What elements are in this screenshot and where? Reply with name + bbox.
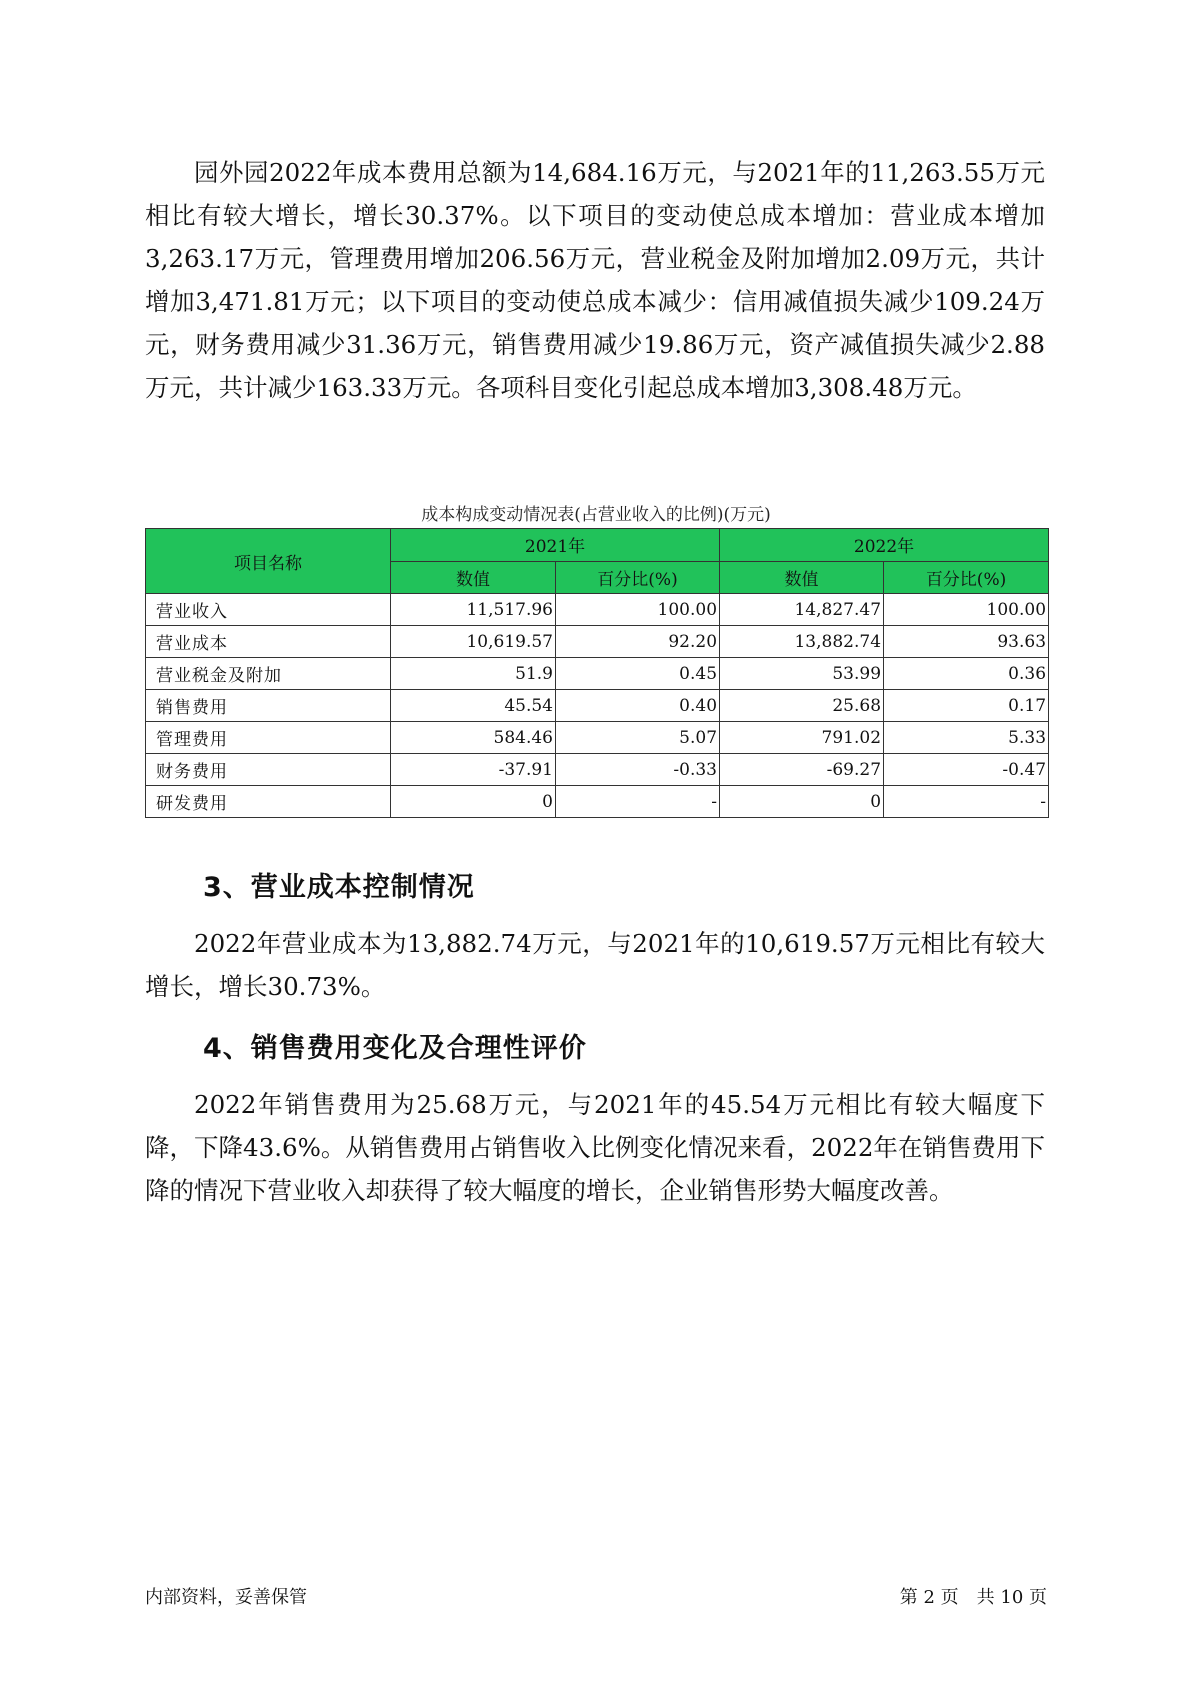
pct-2021: 5.07	[556, 722, 720, 754]
header-pct-2021: 百分比(%)	[556, 561, 720, 594]
table-row	[146, 626, 1049, 658]
row-label: 研发费用	[146, 786, 391, 818]
paragraph-cost-summary	[145, 151, 1045, 409]
value-2021: 0	[391, 786, 556, 818]
footer-confidential-note: 内部资料，妥善保管	[145, 1587, 307, 1608]
pct-2021: 0.40	[556, 690, 720, 722]
pct-2021: -0.33	[556, 754, 720, 786]
header-value-2021: 数值	[391, 561, 556, 594]
row-label: 管理费用	[146, 722, 391, 754]
header-item-name: 项目名称	[146, 529, 391, 594]
value-2022: 53.99	[720, 658, 884, 690]
value-2021: 45.54	[391, 690, 556, 722]
header-year-2021: 2021年	[391, 529, 720, 562]
cost-structure-table	[145, 528, 1049, 818]
paragraph-text: 园外园2022年成本费用总额为14,684.16万元，与2021年的11,263.55万元相比有较大增长，增长30.37%。以下项目的变动使总成本增加：营业成本增加3,263.17万元，管理费用增加206.56万元，营业税金及附加增加2.09万元，共计增加3,471.81万元；以下项目的变动使总成本减少：信用减值损失减少109.24万元，财务费用减少31.36万元，销售费用减少19.86万元，资产减值损失减少2.88万元，共计减少163.33万元。各项科目变化引起总成本增加3,308.48万元。	[145, 158, 1045, 402]
value-2022: 25.68	[720, 690, 884, 722]
header-pct-2022: 百分比(%)	[884, 561, 1049, 594]
value-2022: 14,827.47	[720, 594, 884, 626]
pct-2021: 92.20	[556, 626, 720, 658]
row-label: 销售费用	[146, 690, 391, 722]
value-2022: -69.27	[720, 754, 884, 786]
header-year-2022: 2022年	[720, 529, 1049, 562]
pct-2022: -0.47	[884, 754, 1049, 786]
pct-2022: 0.17	[884, 690, 1049, 722]
value-2021: 11,517.96	[391, 594, 556, 626]
pct-2022: 100.00	[884, 594, 1049, 626]
row-label: 财务费用	[146, 754, 391, 786]
paragraph-text: 2022年销售费用为25.68万元，与2021年的45.54万元相比有较大幅度下降，下降43.6%。从销售费用占销售收入比例变化情况来看，2022年在销售费用下降的情况下营业收入却获得了较大幅度的增长，企业销售形势大幅度改善。	[145, 1090, 1045, 1205]
section-heading-sales-expense: 4、销售费用变化及合理性评价	[203, 1033, 587, 1064]
table-row	[146, 658, 1049, 690]
pct-2021: 100.00	[556, 594, 720, 626]
row-label: 营业收入	[146, 594, 391, 626]
value-2022: 0	[720, 786, 884, 818]
paragraph-operating-cost	[145, 922, 1045, 1008]
value-2022: 791.02	[720, 722, 884, 754]
pct-2021: -	[556, 786, 720, 818]
row-label: 营业成本	[146, 626, 391, 658]
footer-page-number: 第 2 页 共 10 页	[899, 1587, 1047, 1608]
table-row	[146, 690, 1049, 722]
pct-2022: 93.63	[884, 626, 1049, 658]
table-caption: 成本构成变动情况表(占营业收入的比例)(万元)	[421, 505, 771, 525]
value-2021: 584.46	[391, 722, 556, 754]
pct-2022: 5.33	[884, 722, 1049, 754]
paragraph-text: 2022年营业成本为13,882.74万元，与2021年的10,619.57万元相比有较大增长，增长30.73%。	[145, 929, 1045, 1001]
value-2021: 51.9	[391, 658, 556, 690]
table-row	[146, 754, 1049, 786]
paragraph-sales-expense	[145, 1083, 1045, 1212]
table-row	[146, 786, 1049, 818]
table-header-row	[146, 529, 1049, 562]
value-2021: -37.91	[391, 754, 556, 786]
table-row	[146, 722, 1049, 754]
value-2022: 13,882.74	[720, 626, 884, 658]
value-2021: 10,619.57	[391, 626, 556, 658]
pct-2022: -	[884, 786, 1049, 818]
table-row	[146, 594, 1049, 626]
pct-2022: 0.36	[884, 658, 1049, 690]
header-value-2022: 数值	[720, 561, 884, 594]
section-heading-operating-cost: 3、营业成本控制情况	[203, 872, 475, 903]
row-label: 营业税金及附加	[146, 658, 391, 690]
pct-2021: 0.45	[556, 658, 720, 690]
